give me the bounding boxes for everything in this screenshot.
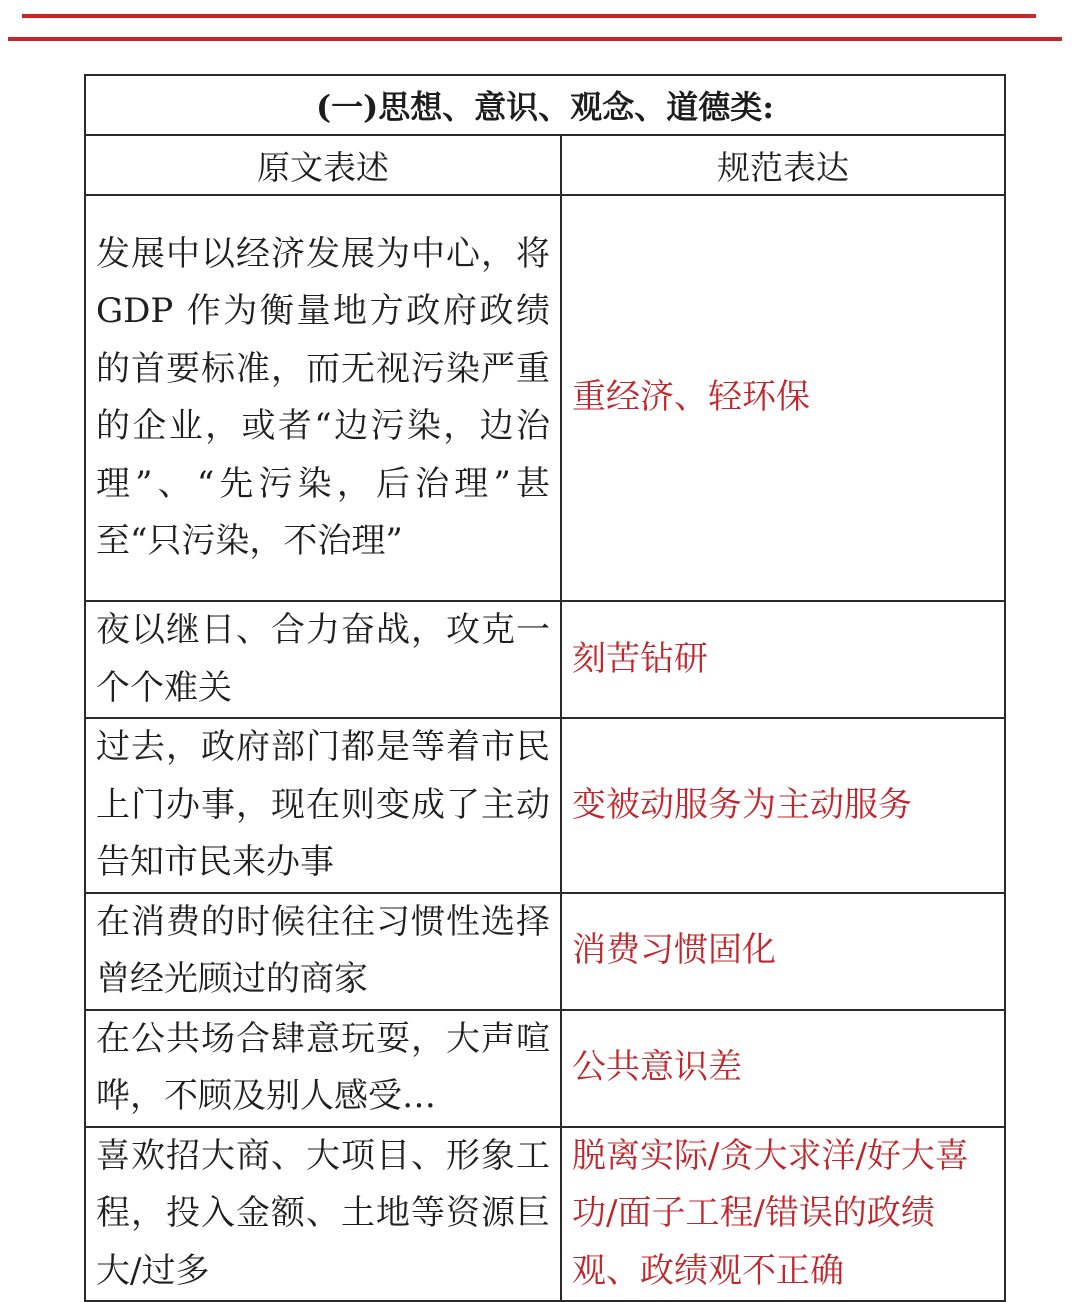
table-row <box>85 195 1005 601</box>
expression-table <box>84 74 1006 1302</box>
original-expression: 夜以继日、合力奋战，攻克一个个难关 <box>85 601 561 718</box>
header-rule-bottom <box>8 37 1062 41</box>
table-row <box>85 893 1005 1010</box>
table-row <box>85 1127 1005 1302</box>
table-row <box>85 718 1005 893</box>
section-title: (一)思想、意识、观念、道德类: <box>85 75 1005 135</box>
normative-expression: 刻苦钻研 <box>561 601 1005 718</box>
original-expression: 过去，政府部门都是等着市民上门办事，现在则变成了主动告知市民来办事 <box>85 718 561 893</box>
normative-expression: 消费习惯固化 <box>561 893 1005 1010</box>
original-expression: 喜欢招大商、大项目、形象工程，投入金额、土地等资源巨大/过多 <box>85 1127 561 1302</box>
original-expression: 发展中以经济发展为中心，将 GDP 作为衡量地方政府政绩的首要标准，而无视污染严重的企业，或者“边污染，边治理”、“先污染，后治理”甚至“只污染，不治理” <box>85 195 561 601</box>
original-expression: 在消费的时候往往习惯性选择曾经光顾过的商家 <box>85 893 561 1010</box>
column-header-original: 原文表述 <box>85 135 561 195</box>
normative-expression: 公共意识差 <box>561 1010 1005 1127</box>
normative-expression: 脱离实际/贪大求洋/好大喜功/面子工程/错误的政绩观、政绩观不正确 <box>561 1127 1005 1302</box>
header-rule-top <box>22 14 1036 18</box>
normative-expression: 变被动服务为主动服务 <box>561 718 1005 893</box>
column-header-normative: 规范表达 <box>561 135 1005 195</box>
original-expression: 在公共场合肆意玩耍，大声喧哗，不顾及别人感受… <box>85 1010 561 1127</box>
normative-expression: 重经济、轻环保 <box>561 195 1005 601</box>
table-row <box>85 1010 1005 1127</box>
table-row <box>85 601 1005 718</box>
